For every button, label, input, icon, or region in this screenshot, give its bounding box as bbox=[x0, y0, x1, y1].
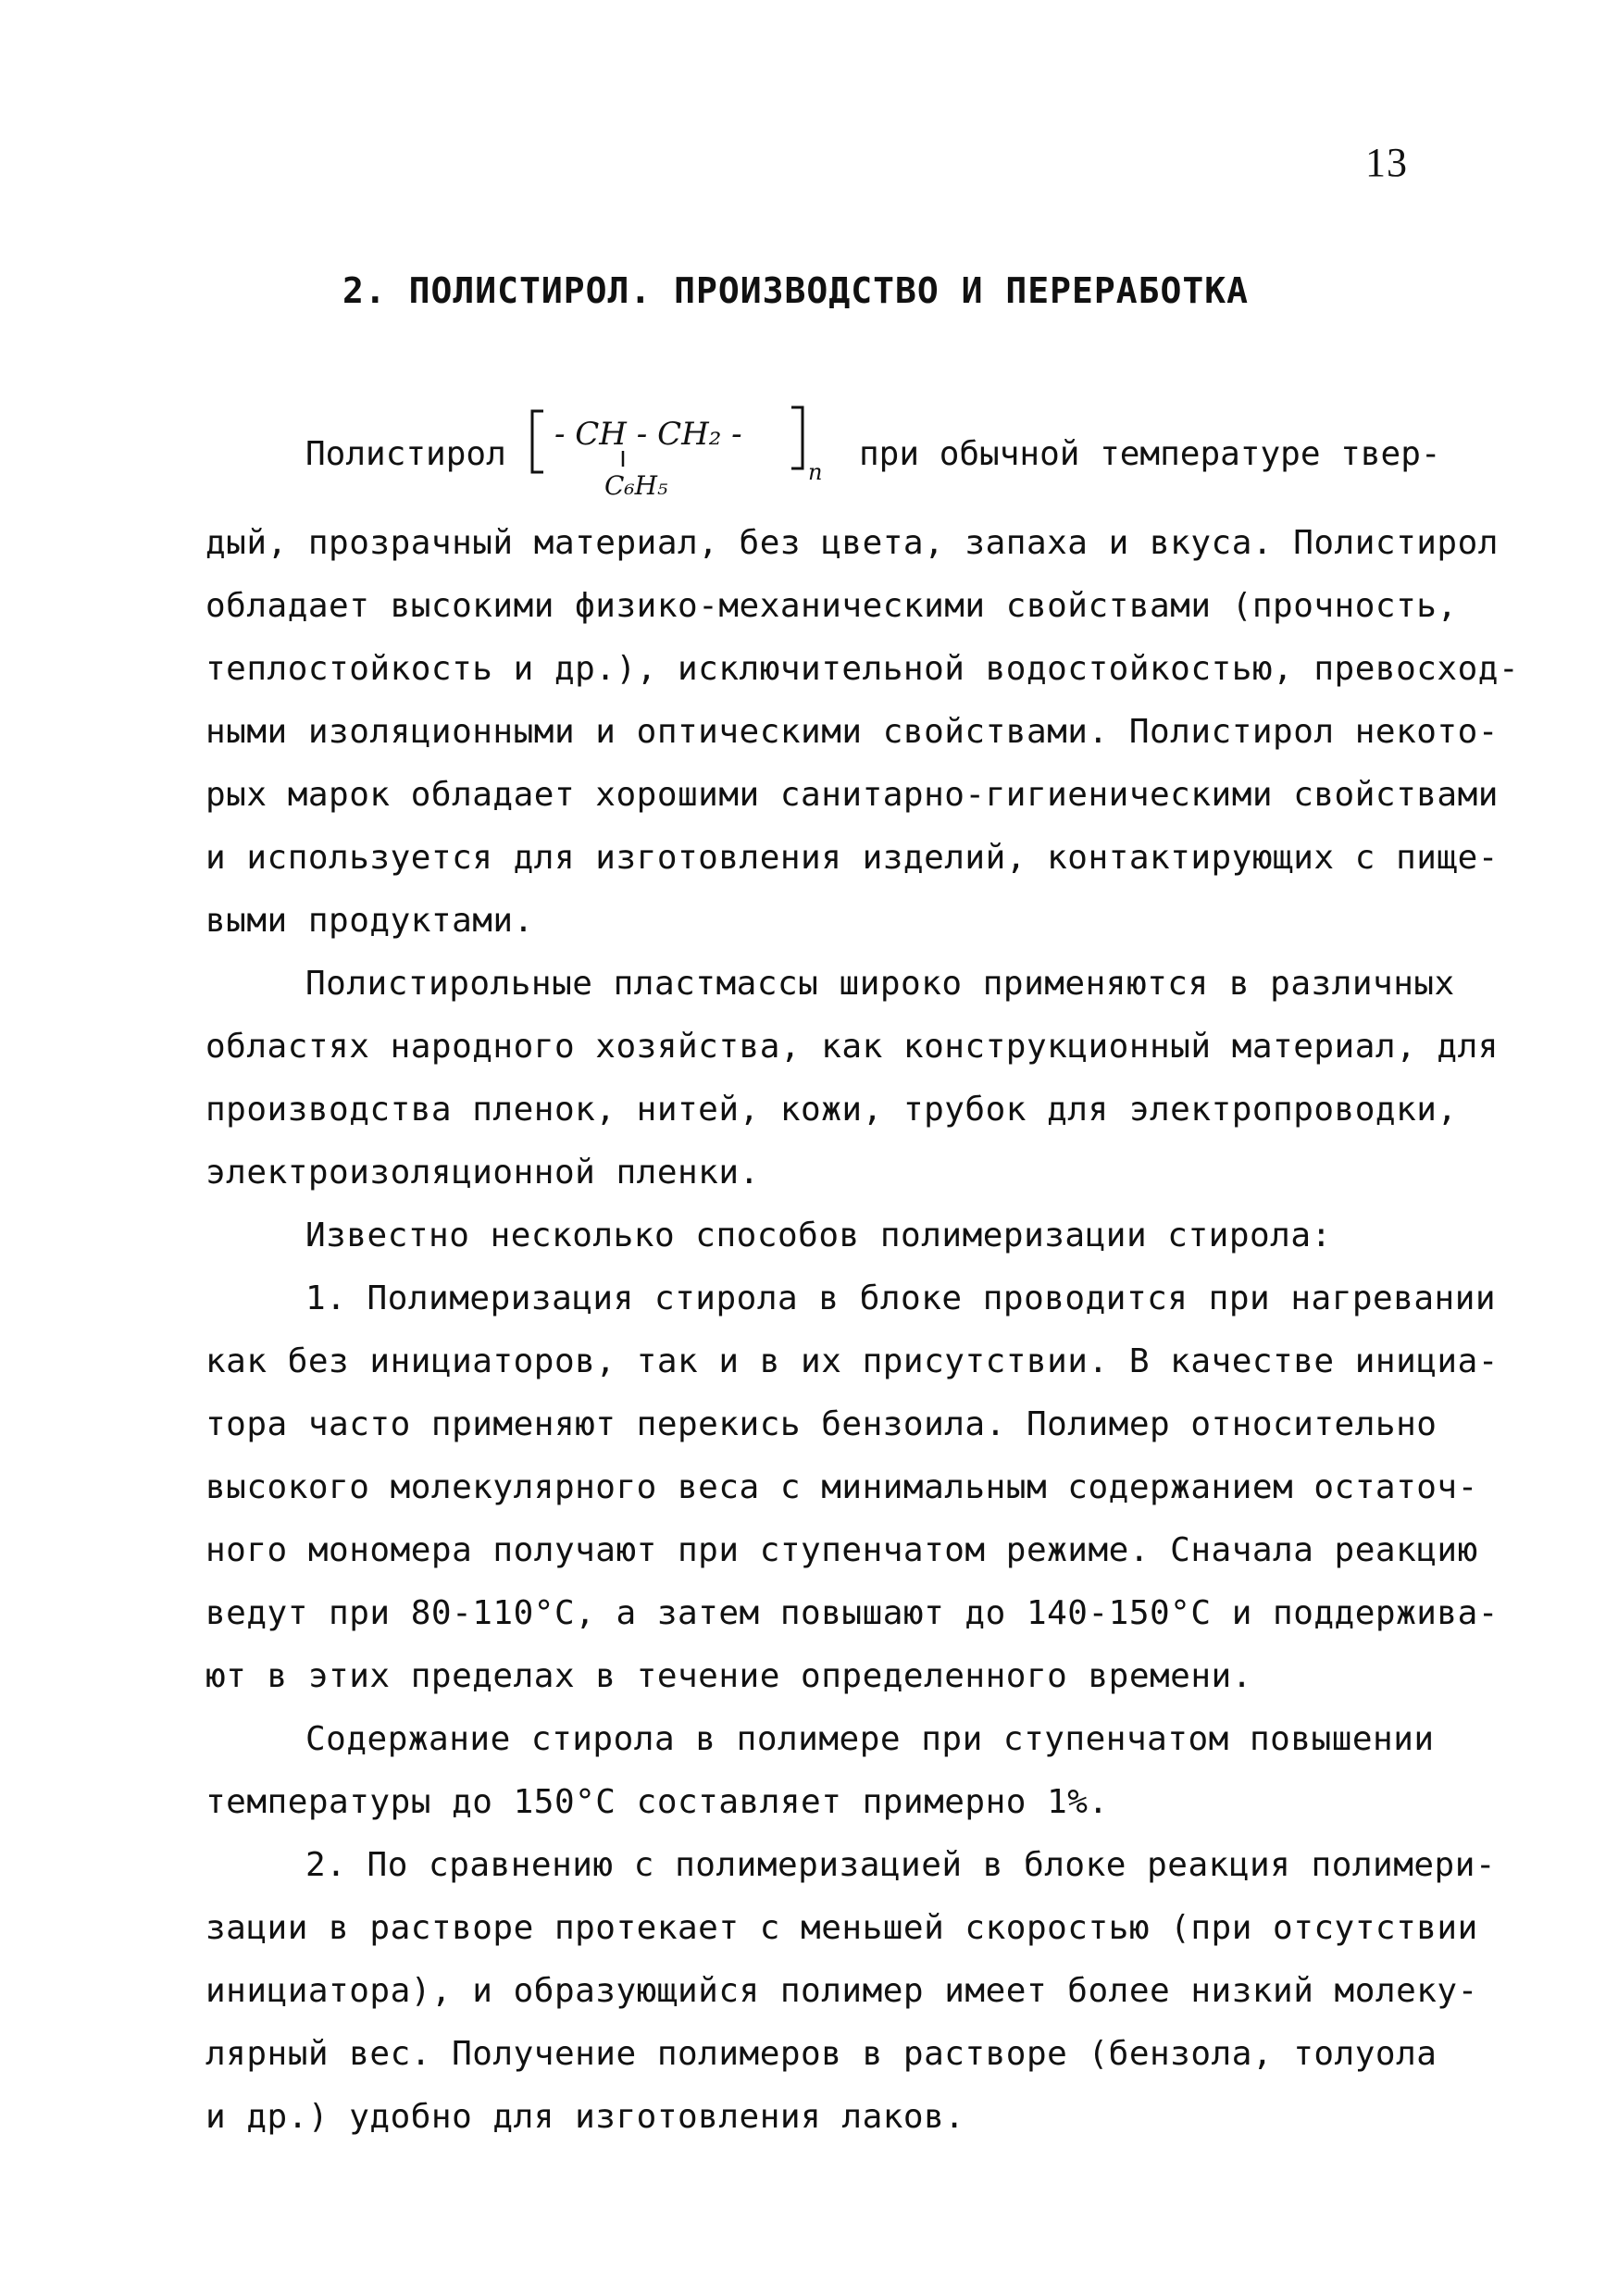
text-line: обладает высокими физико-механическими свойствами (прочность, bbox=[205, 587, 1458, 625]
text-line: Содержание стирола в полимере при ступенчатом повышении bbox=[305, 1720, 1435, 1758]
text-line: Полистирольные пластмассы широко применяются в различных bbox=[305, 965, 1455, 1003]
text-line: и др.) удобно для изготовления лаков. bbox=[205, 2098, 965, 2136]
formula-bottom-text: C₆H₅ bbox=[604, 470, 668, 501]
text-line: теплостойкость и др.), исключительной водостойкостью, превосход- bbox=[205, 650, 1520, 688]
polystyrene-formula bbox=[523, 400, 828, 502]
text-line: производства пленок, нитей, кожи, трубок для электропроводки, bbox=[205, 1091, 1458, 1129]
text-line: как без инициаторов, так и в их присутствии. В качестве инициа- bbox=[205, 1342, 1499, 1380]
text-line: 2. По сравнению с полимеризацией в блоке реакция полимери- bbox=[305, 1846, 1497, 1884]
text-line: рых марок обладает хорошими санитарно-гигиеническими свойствами bbox=[205, 776, 1499, 814]
text-line: ного мономера получают при ступенчатом режиме. Сначала реакцию bbox=[205, 1531, 1478, 1569]
text-line: ведут при 80-110°С, а затем повышают до 140-150°С и поддержива- bbox=[205, 1594, 1499, 1632]
text-line: дый, прозрачный материал, без цвета, запаха и вкуса. Полистирол bbox=[205, 524, 1499, 562]
formula-line-after: при обычной температуре твер- bbox=[859, 435, 1441, 473]
text-line: температуры до 150°С составляет примерно 1%. bbox=[205, 1783, 1109, 1821]
text-line: высокого молекулярного веса с минимальным содержанием остаточ- bbox=[205, 1468, 1478, 1506]
text-line: и используется для изготовления изделий, контактирующих с пище- bbox=[205, 839, 1499, 877]
text-line: тора часто применяют перекись бензоила. Полимер относительно bbox=[205, 1405, 1438, 1443]
text-line: электроизоляционной пленки. bbox=[205, 1154, 760, 1192]
page-number: 13 bbox=[1365, 140, 1408, 185]
text-line: Известно несколько способов полимеризации стирола: bbox=[305, 1217, 1332, 1254]
formula-top-text: - CH - CH₂ - bbox=[554, 416, 742, 453]
text-line: зации в растворе протекает с меньшей скоростью (при отсутствии bbox=[205, 1909, 1478, 1947]
text-line: ными изоляционными и оптическими свойствами. Полистирол некото- bbox=[205, 713, 1499, 751]
text-line: ют в этих пределах в течение определенного времени. bbox=[205, 1657, 1252, 1695]
text-line: лярный вес. Получение полимеров в растворе (бензола, толуола bbox=[205, 2035, 1438, 2073]
formula-subscript: n bbox=[808, 459, 823, 485]
text-line: областях народного хозяйства, как конструкционный материал, для bbox=[205, 1028, 1499, 1066]
text-line: 1. Полимеризация стирола в блоке проводится при нагревании bbox=[305, 1279, 1497, 1317]
section-heading: 2. ПОЛИСТИРОЛ. ПРОИЗВОДСТВО И ПЕРЕРАБОТКА bbox=[342, 270, 1249, 311]
text-line: выми продуктами. bbox=[205, 902, 534, 940]
formula-line-before: Полистирол bbox=[305, 435, 506, 473]
text-line: инициатора), и образующийся полимер имеет более низкий молеку- bbox=[205, 1972, 1478, 2010]
